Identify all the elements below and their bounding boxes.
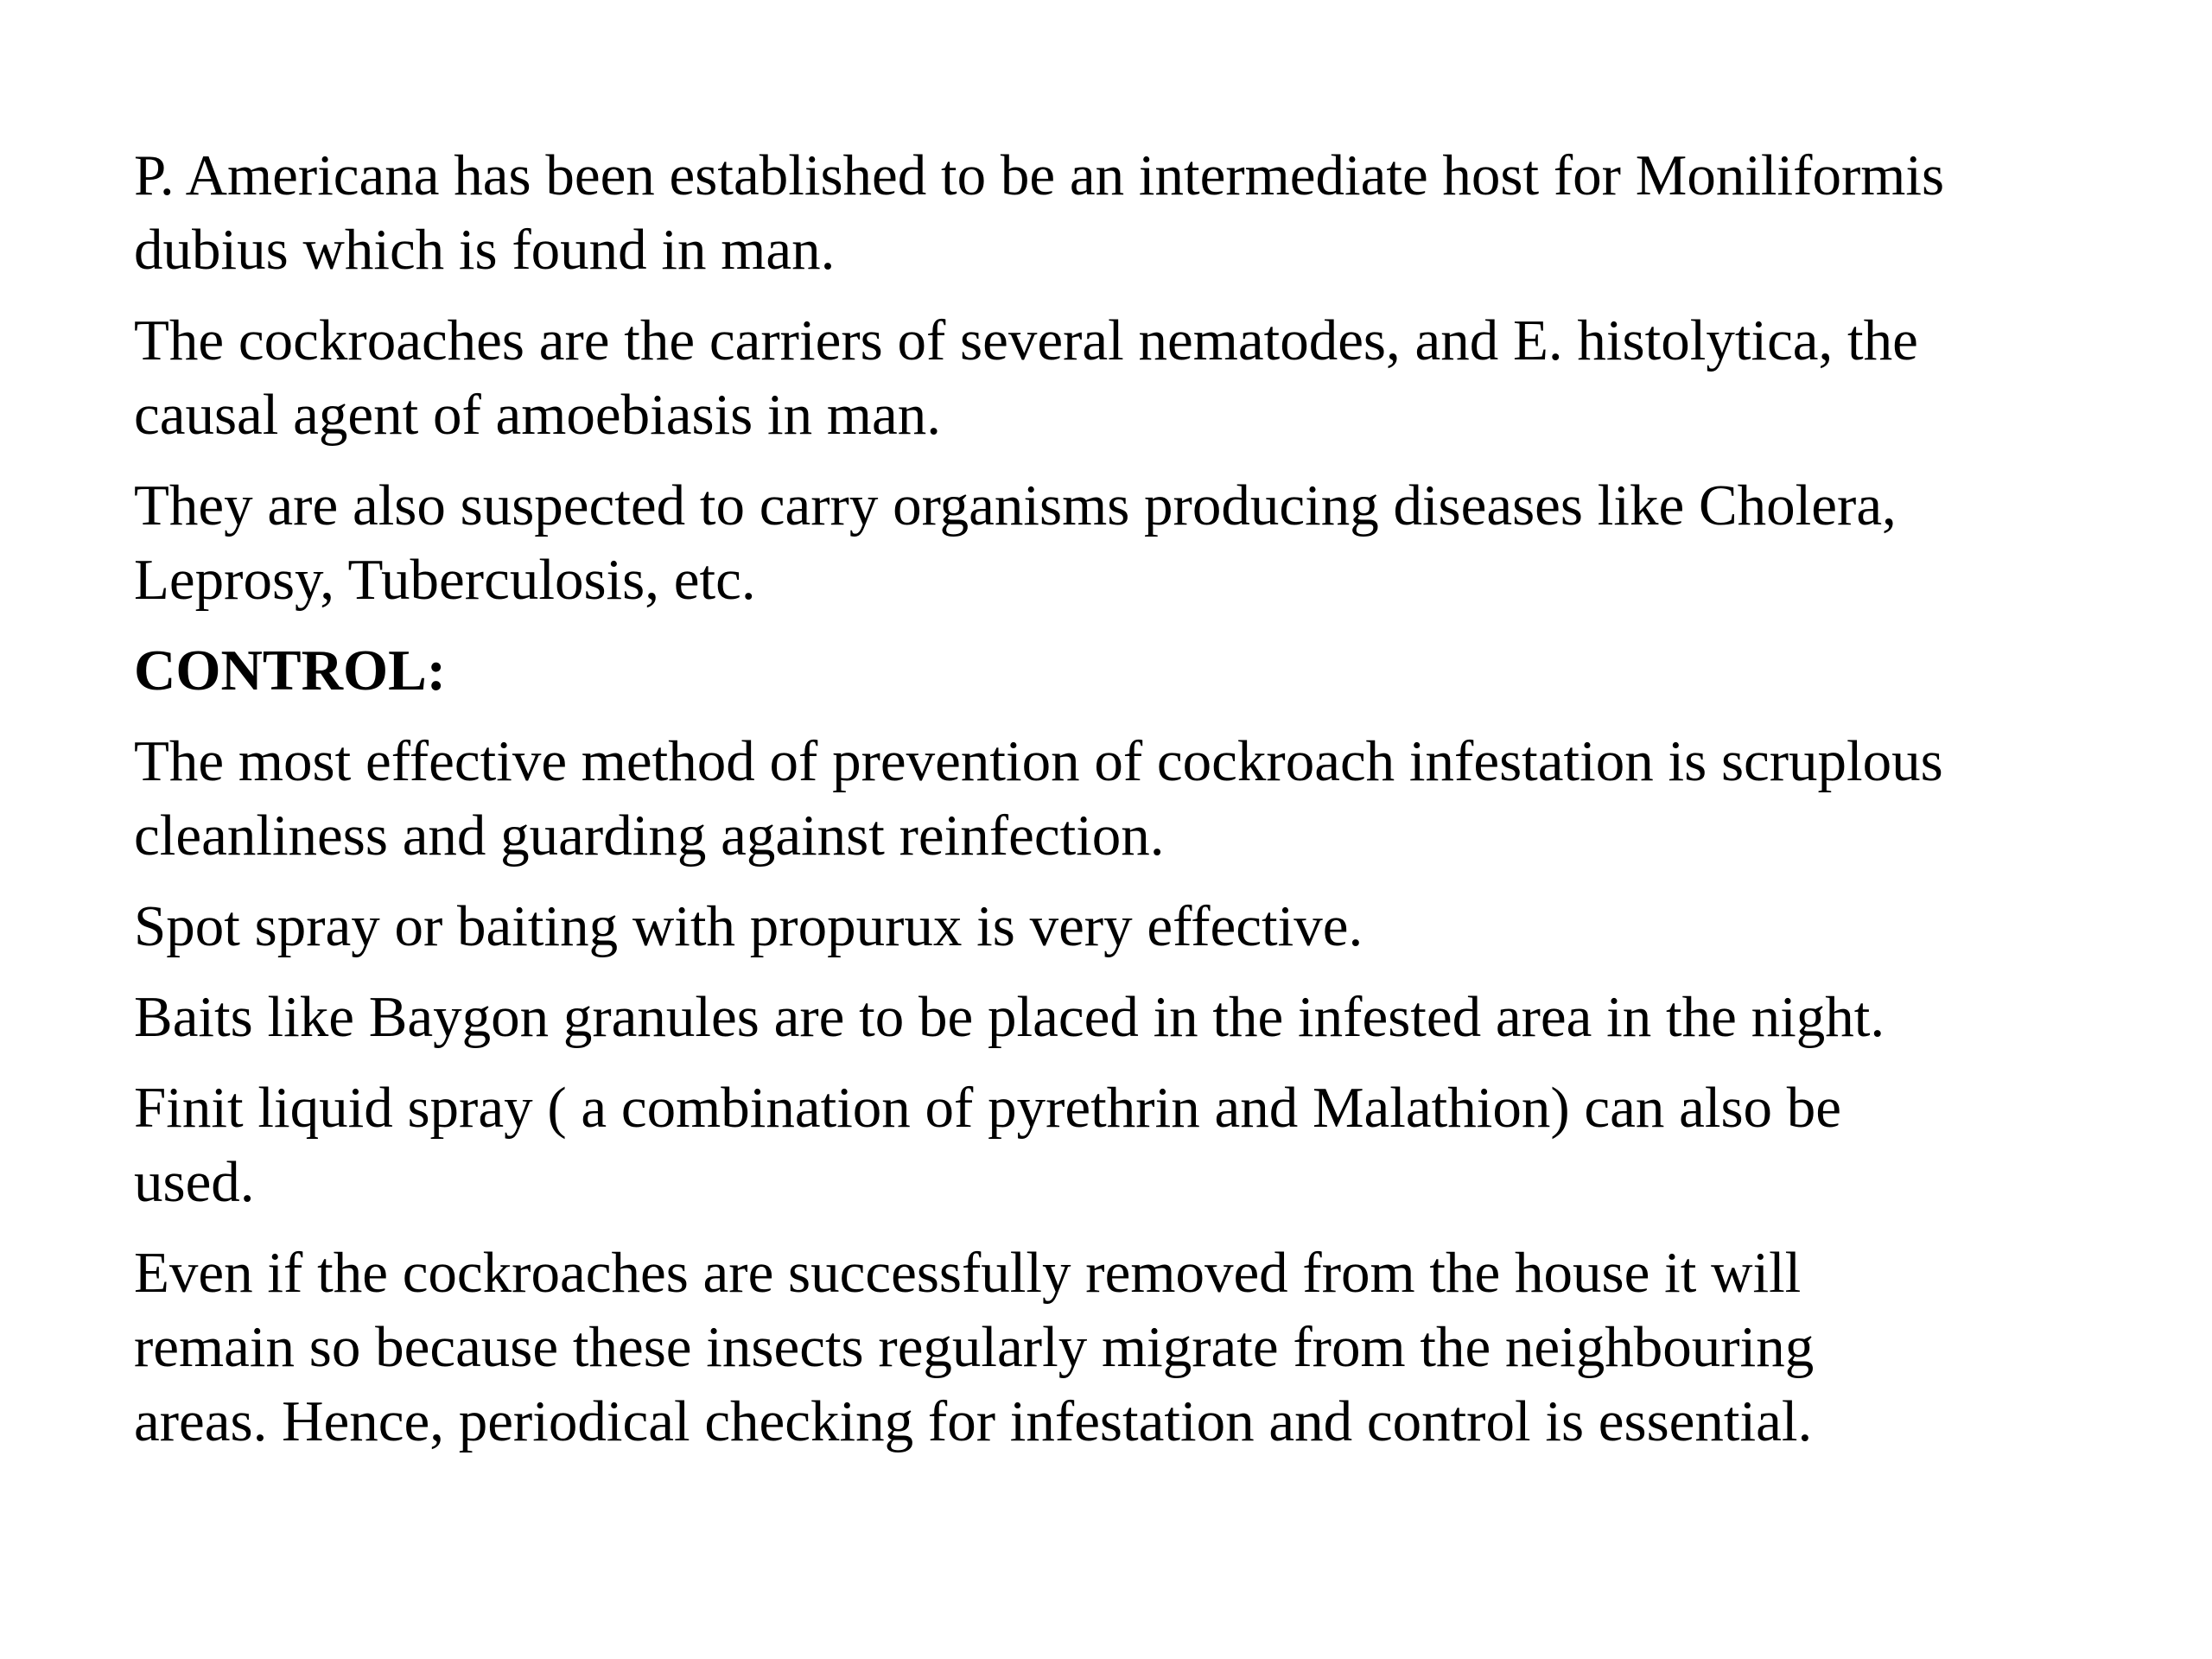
paragraph-carriers [134,303,2121,452]
text-line: Spot spray or baiting with propurux is very effective. [134,894,1363,958]
text-line: Even if the cockroaches are successfully removed from the house it will [134,1241,1802,1305]
paragraph-spot-spray [134,889,2121,963]
paragraph-intermediate-host [134,138,2121,287]
text-line: dubius which is found in man. [134,218,836,282]
text-line: remain so because these insects regularly migrate from the neighbouring [134,1315,1815,1379]
text-line: Leprosy, Tuberculosis, etc. [134,548,756,612]
text-line: Finit liquid spray ( a combination of pyrethrin and Malathion) can also be [134,1076,1842,1140]
text-line: Baits like Baygon granules are to be placed in the infested area in the night. [134,985,1885,1049]
paragraph-prevention [134,724,2121,873]
paragraph-migration [134,1236,2121,1459]
text-line: The most effective method of prevention of cockroach infestation is scruplous [134,729,1943,793]
control-heading: CONTROL: [134,639,447,702]
slide-content [134,138,2121,1475]
text-line: They are also suspected to carry organisms producing diseases like Cholera, [134,474,1897,537]
text-line: cleanliness and guarding against reinfection. [134,804,1165,868]
text-line: areas. Hence, periodical checking for infestation and control is essential. [134,1389,1813,1453]
text-line: P. Americana has been established to be an intermediate host for Moniliformis [134,143,1945,207]
text-line: used. [134,1150,255,1214]
paragraph-liquid-spray [134,1071,2121,1219]
paragraph-baits [134,980,2121,1054]
paragraph-suspected-diseases [134,468,2121,617]
text-line: causal agent of amoebiasis in man. [134,383,941,447]
text-line: The cockroaches are the carriers of several nematodes, and E. histolytica, the [134,308,1918,372]
